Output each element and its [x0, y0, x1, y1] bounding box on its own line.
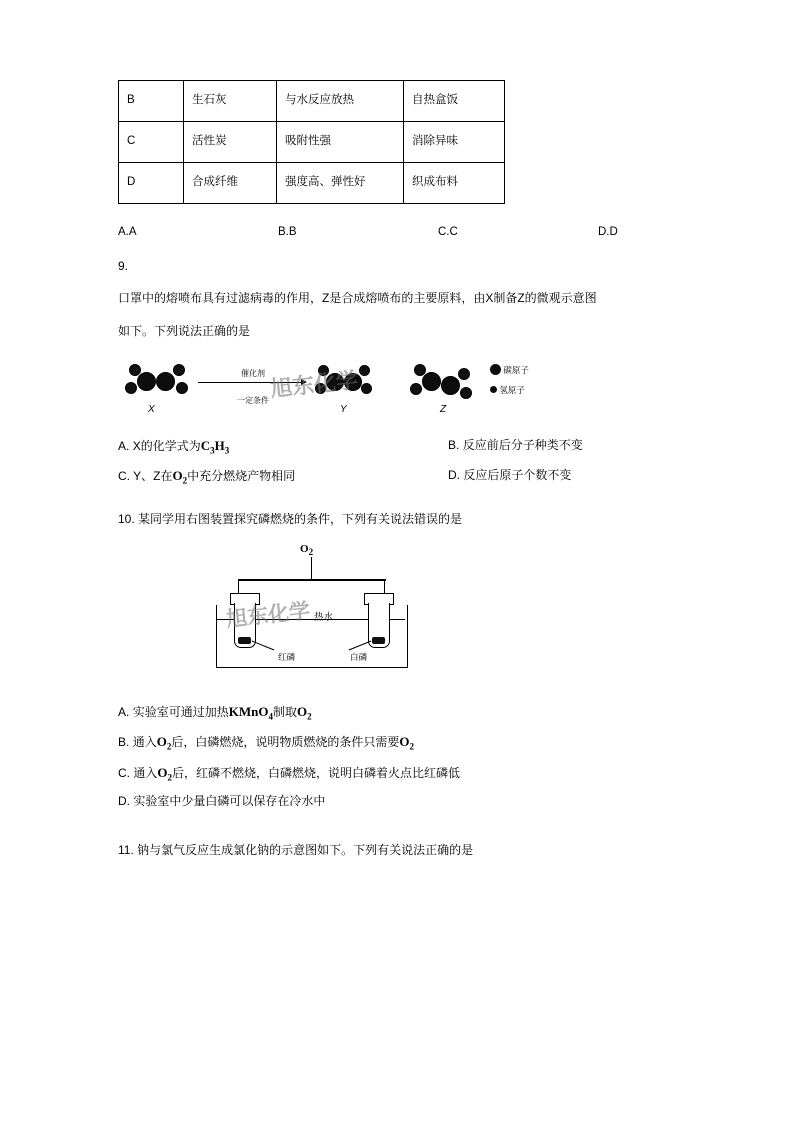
table-row: [119, 122, 505, 163]
q9-choice-a-prefix: A.: [118, 439, 130, 454]
q9-number: 9.: [118, 259, 129, 273]
q10-choice-c-t2: 后，红磷不燃烧，白磷燃烧，说明白磷着火点比红磷低: [171, 765, 460, 780]
table-cell-property: 与水反应放热: [277, 81, 404, 122]
table-cell-label: D: [119, 163, 184, 204]
properties-table: [118, 80, 505, 204]
molecule-y-label: Y: [340, 404, 347, 416]
q9-choice-d-text: 反应后原子个数不变: [463, 467, 572, 482]
q11-number: 11.: [118, 842, 134, 857]
q11-stem-text: 钠与氯气反应生成氯化钠的示意图如下。下列有关说法正确的是: [137, 842, 474, 857]
q9-choice-c-text-after: 中充分燃烧产物相同: [187, 468, 296, 483]
molecule-y: [314, 364, 374, 400]
q9-choice-d-prefix: D.: [448, 467, 460, 482]
table-cell-substance: 活性炭: [184, 122, 277, 163]
q9-choice-b: [448, 432, 583, 461]
table-cell-label: C: [119, 122, 184, 163]
q10-choice-c-t1: 通入: [133, 765, 158, 780]
arrow-top-label: 催化剂: [241, 369, 265, 379]
q10-choice-a-o2: $O_2$: [296, 704, 312, 722]
q10-figure: [118, 537, 694, 687]
q9-figure: [118, 354, 694, 426]
hot-water-label: 热水: [314, 612, 334, 624]
table-cell-property: 吸附性强: [277, 122, 404, 163]
q10-choice-b-t1: 通入: [132, 735, 157, 750]
watermark-text: 旭东化学: [225, 598, 312, 632]
reaction-arrow: [198, 368, 308, 406]
legend-carbon-dot: [490, 364, 501, 375]
q10-choice-b-prefix: B.: [118, 735, 130, 750]
q10-choice-b-o2-1: $O_2$: [156, 734, 172, 753]
table-row: [119, 81, 505, 122]
o2-gas-label: $O_2$: [300, 543, 314, 558]
q8-option-a: A.A: [118, 226, 137, 238]
q9-choice-b-prefix: B.: [448, 438, 460, 453]
q9-choices-row2: [118, 462, 694, 491]
table-cell-use: 织成布料: [404, 163, 505, 204]
q10-choice-d-text: 实验室中少量白磷可以保存在冷水中: [133, 794, 326, 808]
molecule-z: [408, 362, 478, 402]
molecule-x: [123, 362, 193, 402]
table-row: [119, 163, 505, 204]
table-cell-substance: 合成纤维: [184, 163, 277, 204]
q10-choice-d: [118, 788, 694, 816]
q10-choice-a-t1: 实验室可通过加热: [132, 705, 229, 720]
q9-choice-c: [118, 462, 448, 491]
table-cell-property: 强度高、弹性好: [277, 163, 404, 204]
table-cell-label: B: [119, 81, 184, 122]
q9-choice-a: [118, 432, 448, 461]
molecule-x-label: X: [148, 404, 155, 416]
q10-choice-d-prefix: D.: [118, 794, 130, 808]
table-cell-use: 消除异味: [404, 122, 505, 163]
legend-carbon-label: 碳原子: [503, 365, 529, 376]
q9-choices-row1: [118, 432, 694, 461]
q11-stem: [118, 838, 694, 862]
arrow-bottom-label: 一定条件: [237, 396, 269, 406]
q10-choice-c: [118, 758, 694, 788]
q10-choice-a-prefix: A.: [118, 705, 130, 720]
red-phosphorus-label: 红磷: [278, 652, 296, 663]
table-cell-substance: 生石灰: [184, 81, 277, 122]
q10-choice-b: [118, 727, 694, 757]
legend-carbon: [490, 364, 529, 377]
molecule-z-label: Z: [440, 404, 447, 416]
q9-choice-c-text-before: Y、Z在: [133, 468, 173, 483]
white-phosphorus-sample: [372, 637, 385, 644]
q8-options: [118, 226, 694, 238]
q10-stem: [118, 507, 694, 531]
white-phosphorus-label: 白磷: [350, 652, 368, 663]
q10-choice-a: [118, 697, 694, 727]
q10-number: 10.: [118, 512, 135, 527]
q9-choice-b-text: 反应前后分子种类不变: [462, 438, 583, 453]
legend-hydrogen: [490, 384, 529, 397]
q9-choice-d: [448, 462, 571, 491]
q9-stem-line1: 口罩中的熔喷布具有过滤病毒的作用，Z是合成熔喷布的主要原料，由X制备Z的微观示意图: [118, 291, 597, 305]
red-phosphorus-sample: [238, 637, 251, 644]
table-cell-use: 自热盒饭: [404, 81, 505, 122]
q8-option-b: B.B: [278, 226, 297, 238]
q10-choice-b-t2: 后，白磷燃烧，说明物质燃烧的条件只需要: [171, 735, 400, 750]
q9-choice-c-formula: $O_2$: [172, 467, 188, 486]
q9-choice-a-text: X的化学式为: [132, 439, 201, 454]
q8-option-d: D.D: [598, 226, 618, 238]
q10-choice-c-o2: $O_2$: [157, 764, 172, 783]
q8-option-c: C.C: [438, 226, 458, 238]
figure-legend: [490, 364, 529, 397]
q10-choice-a-t2: 制取: [272, 705, 297, 720]
q10-choice-a-kmno4: KMnO$_4$: [228, 704, 273, 722]
q10-choice-c-prefix: C.: [118, 765, 130, 780]
q9-choice-a-formula: $C_3H_3$: [200, 438, 230, 456]
q10-choice-b-o2-2: $O_2$: [399, 734, 414, 753]
q10-stem-text: 某同学用右图装置探究磷燃烧的条件，下列有关说法错误的是: [138, 512, 463, 527]
legend-hydrogen-dot: [490, 386, 497, 393]
q9-choice-c-prefix: C.: [118, 468, 130, 483]
watermark-text: 旭东化学: [269, 367, 360, 402]
legend-hydrogen-label: 氢原子: [499, 385, 525, 396]
q9-stem-line2: 如下。下列说法正确的是: [118, 324, 251, 339]
